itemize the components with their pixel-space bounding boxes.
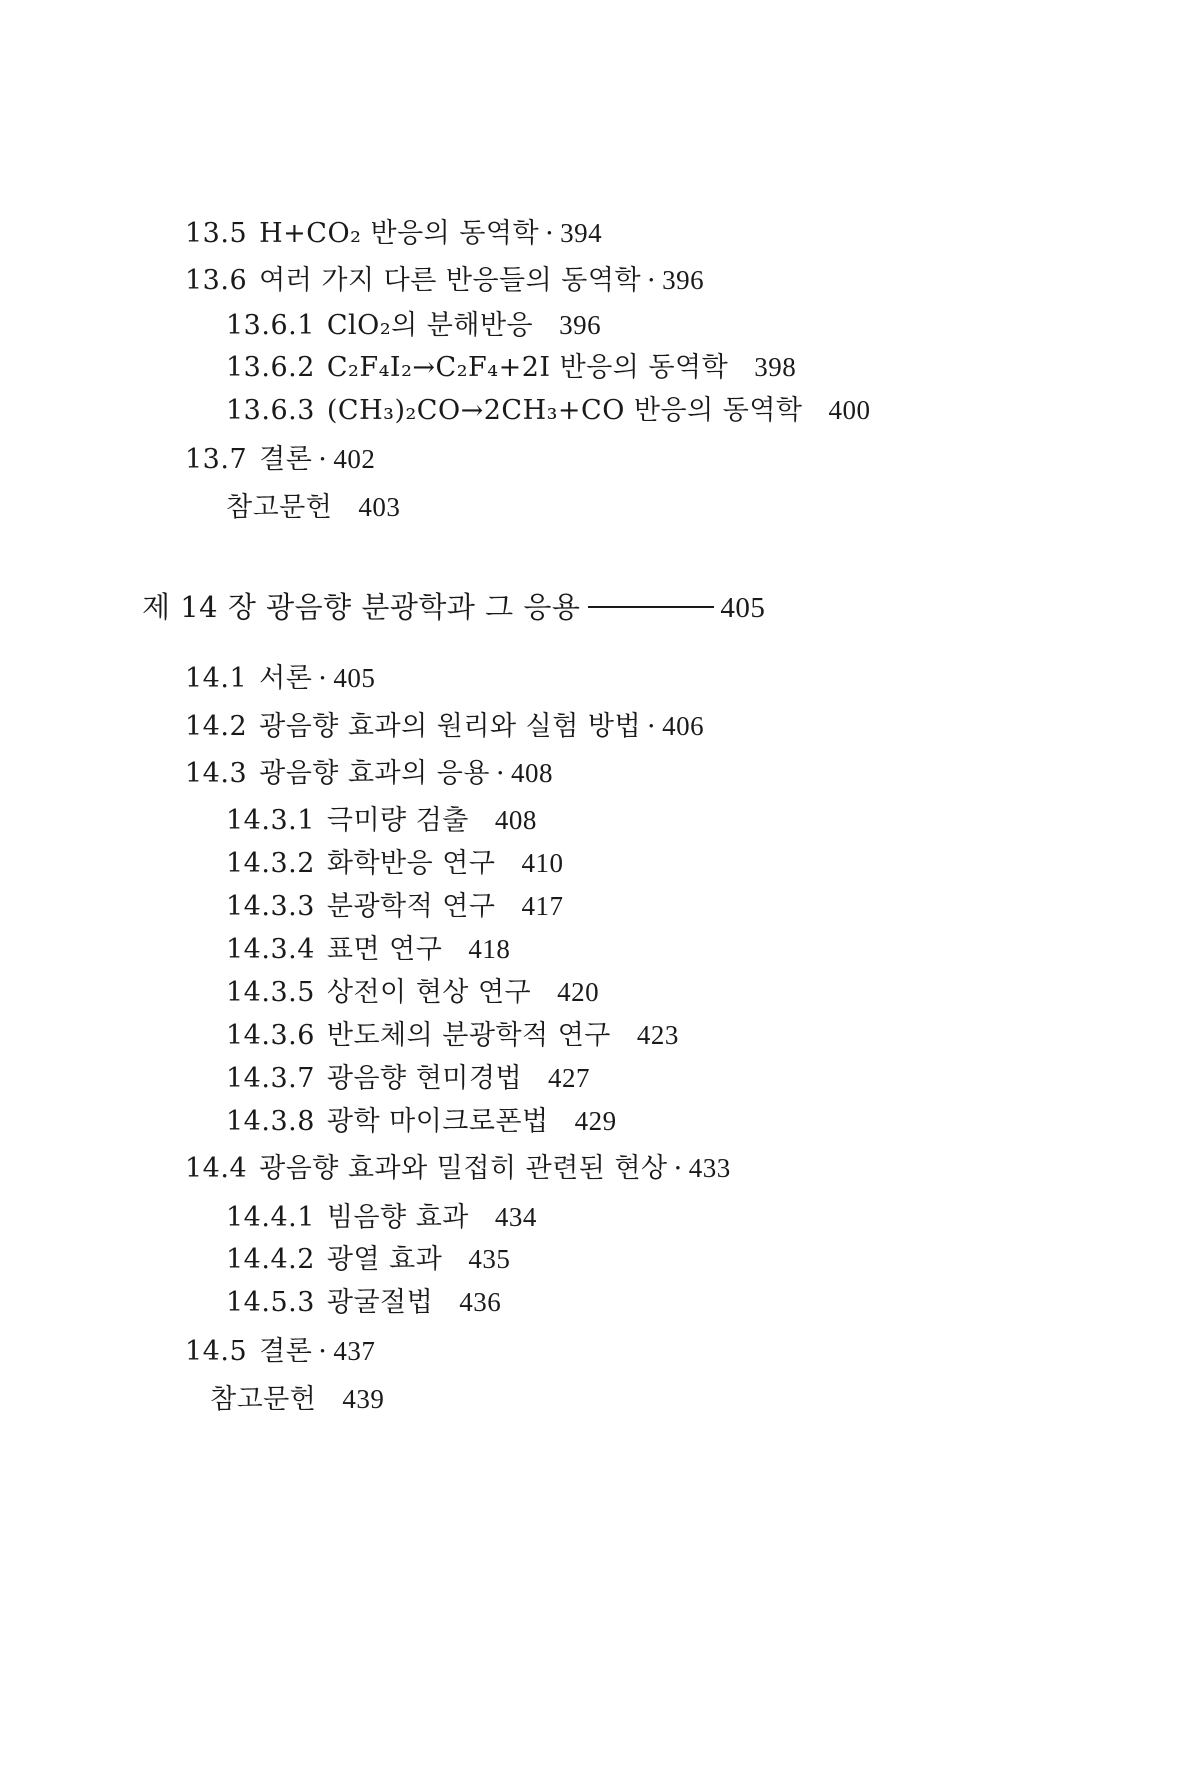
section-number: 13.7 xyxy=(185,444,248,475)
section-title: 광굴절법 xyxy=(326,1287,434,1318)
toc-subentry[interactable] xyxy=(226,1104,617,1139)
page-number: 408 xyxy=(511,758,554,788)
toc-subentry[interactable] xyxy=(226,308,601,343)
page-number: 394 xyxy=(560,218,603,248)
toc-subentry[interactable] xyxy=(226,803,537,838)
page-number: 408 xyxy=(494,805,537,835)
toc-subentry[interactable] xyxy=(226,889,563,924)
section-number: 13.6.1 xyxy=(226,310,315,341)
section-title: 여러 가지 다른 반응들의 동역학 xyxy=(259,265,642,296)
section-number: 14.3.7 xyxy=(226,1063,315,1094)
toc-subentry[interactable] xyxy=(226,932,510,967)
page-number: 436 xyxy=(459,1287,502,1317)
toc-subentry[interactable] xyxy=(226,1061,590,1096)
section-title: 화학반응 연구 xyxy=(326,848,496,879)
bullet-separator: · xyxy=(495,758,506,789)
toc-subentry[interactable] xyxy=(226,846,563,881)
page-number: 396 xyxy=(559,310,602,340)
leader-rule xyxy=(588,606,714,608)
toc-subentry[interactable] xyxy=(226,350,796,385)
toc-entry[interactable] xyxy=(185,709,704,744)
section-title: 반도체의 분광학적 연구 xyxy=(326,1020,611,1051)
page-number: 405 xyxy=(720,592,766,624)
section-title: 광음향 효과의 원리와 실험 방법 xyxy=(259,711,642,742)
page-number: 437 xyxy=(333,1336,376,1366)
toc-entry[interactable] xyxy=(185,263,704,298)
toc-entry[interactable] xyxy=(185,216,602,251)
bullet-separator: · xyxy=(318,1336,328,1367)
section-number: 14.3.3 xyxy=(226,891,315,922)
page-number: 402 xyxy=(333,444,376,474)
section-title: 광음향 효과와 밀접히 관련된 현상 xyxy=(259,1153,668,1184)
toc-subentry[interactable] xyxy=(226,975,599,1010)
section-title: (CH₃)₂CO→2CH₃+CO 반응의 동역학 xyxy=(326,395,803,426)
page-number: 435 xyxy=(468,1244,511,1274)
toc-entry[interactable] xyxy=(185,1334,375,1369)
section-number: 14.3.8 xyxy=(226,1106,315,1137)
section-title: ClO₂의 분해반응 xyxy=(326,310,534,341)
toc-entry[interactable] xyxy=(185,1151,731,1186)
section-title: 빔음향 효과 xyxy=(326,1202,469,1233)
bullet-separator: · xyxy=(647,711,657,742)
section-number: 13.6 xyxy=(185,265,248,296)
section-number: 13.6.3 xyxy=(226,395,315,426)
references-entry[interactable] xyxy=(210,1382,384,1417)
page-number: 418 xyxy=(468,934,511,964)
section-number: 14.3.4 xyxy=(226,934,315,965)
page-number: 398 xyxy=(754,352,797,382)
section-number: 14.3.2 xyxy=(226,848,315,879)
page-number: 439 xyxy=(342,1384,385,1414)
bullet-separator: · xyxy=(318,663,328,694)
section-title: 광학 마이크로폰법 xyxy=(326,1106,549,1137)
section-title: 극미량 검출 xyxy=(326,805,469,836)
section-title: 결론 xyxy=(259,444,313,475)
section-number: 14.2 xyxy=(185,711,248,742)
chapter-title: 제 14 장 광음향 분광학과 그 응용 xyxy=(142,590,581,624)
section-title: 결론 xyxy=(259,1336,313,1367)
section-title: 참고문헌 xyxy=(226,492,333,523)
section-number: 14.3.1 xyxy=(226,805,315,836)
section-title: 참고문헌 xyxy=(210,1384,317,1415)
section-title: 분광학적 연구 xyxy=(326,891,496,922)
bullet-separator: · xyxy=(545,218,555,249)
toc-entry[interactable] xyxy=(185,661,375,696)
page-number: 420 xyxy=(557,977,600,1007)
section-number: 14.1 xyxy=(185,663,248,694)
section-number: 14.3.6 xyxy=(226,1020,315,1051)
section-number: 13.5 xyxy=(185,218,248,249)
page-number: 403 xyxy=(358,492,401,522)
section-number: 14.4.2 xyxy=(226,1244,315,1275)
section-number: 14.3.5 xyxy=(226,977,315,1008)
page-number: 434 xyxy=(494,1202,537,1232)
page-number: 423 xyxy=(636,1020,679,1050)
section-number: 14.4 xyxy=(185,1153,248,1184)
section-title: 광열 효과 xyxy=(326,1244,443,1275)
section-title: 광음향 효과의 응용 xyxy=(259,758,490,789)
page-number: 396 xyxy=(662,265,705,295)
section-title: 광음향 현미경법 xyxy=(326,1063,523,1094)
section-number: 14.5 xyxy=(185,1336,248,1367)
toc-entry[interactable] xyxy=(185,756,553,791)
toc-subentry[interactable] xyxy=(226,1285,501,1320)
section-title: H+CO₂ 반응의 동역학 xyxy=(259,218,540,249)
page-number: 427 xyxy=(548,1063,591,1093)
section-number: 14.5.3 xyxy=(226,1287,315,1318)
chapter-heading[interactable] xyxy=(142,589,765,626)
page-number: 405 xyxy=(333,663,376,693)
toc-subentry[interactable] xyxy=(226,1200,537,1235)
section-title: 상전이 현상 연구 xyxy=(326,977,532,1008)
page-number: 429 xyxy=(574,1106,617,1136)
page-number: 410 xyxy=(521,848,564,878)
section-number: 13.6.2 xyxy=(226,352,315,383)
section-title: 서론 xyxy=(259,663,313,694)
toc-subentry[interactable] xyxy=(226,393,871,428)
page-number: 433 xyxy=(688,1153,731,1183)
toc-entry[interactable] xyxy=(185,442,375,477)
bullet-separator: · xyxy=(647,265,657,296)
page-number: 417 xyxy=(521,891,564,921)
section-title: C₂F₄I₂→C₂F₄+2I 반응의 동역학 xyxy=(326,352,729,383)
bullet-separator: · xyxy=(673,1153,683,1184)
toc-subentry[interactable] xyxy=(226,1018,679,1053)
bullet-separator: · xyxy=(318,444,328,475)
section-title: 표면 연구 xyxy=(326,934,443,965)
toc-subentry[interactable] xyxy=(226,1242,510,1277)
section-number: 14.3 xyxy=(185,758,248,789)
section-number: 14.4.1 xyxy=(226,1202,315,1233)
references-entry[interactable] xyxy=(226,490,400,525)
page-number: 406 xyxy=(662,711,705,741)
page-number: 400 xyxy=(828,395,871,425)
